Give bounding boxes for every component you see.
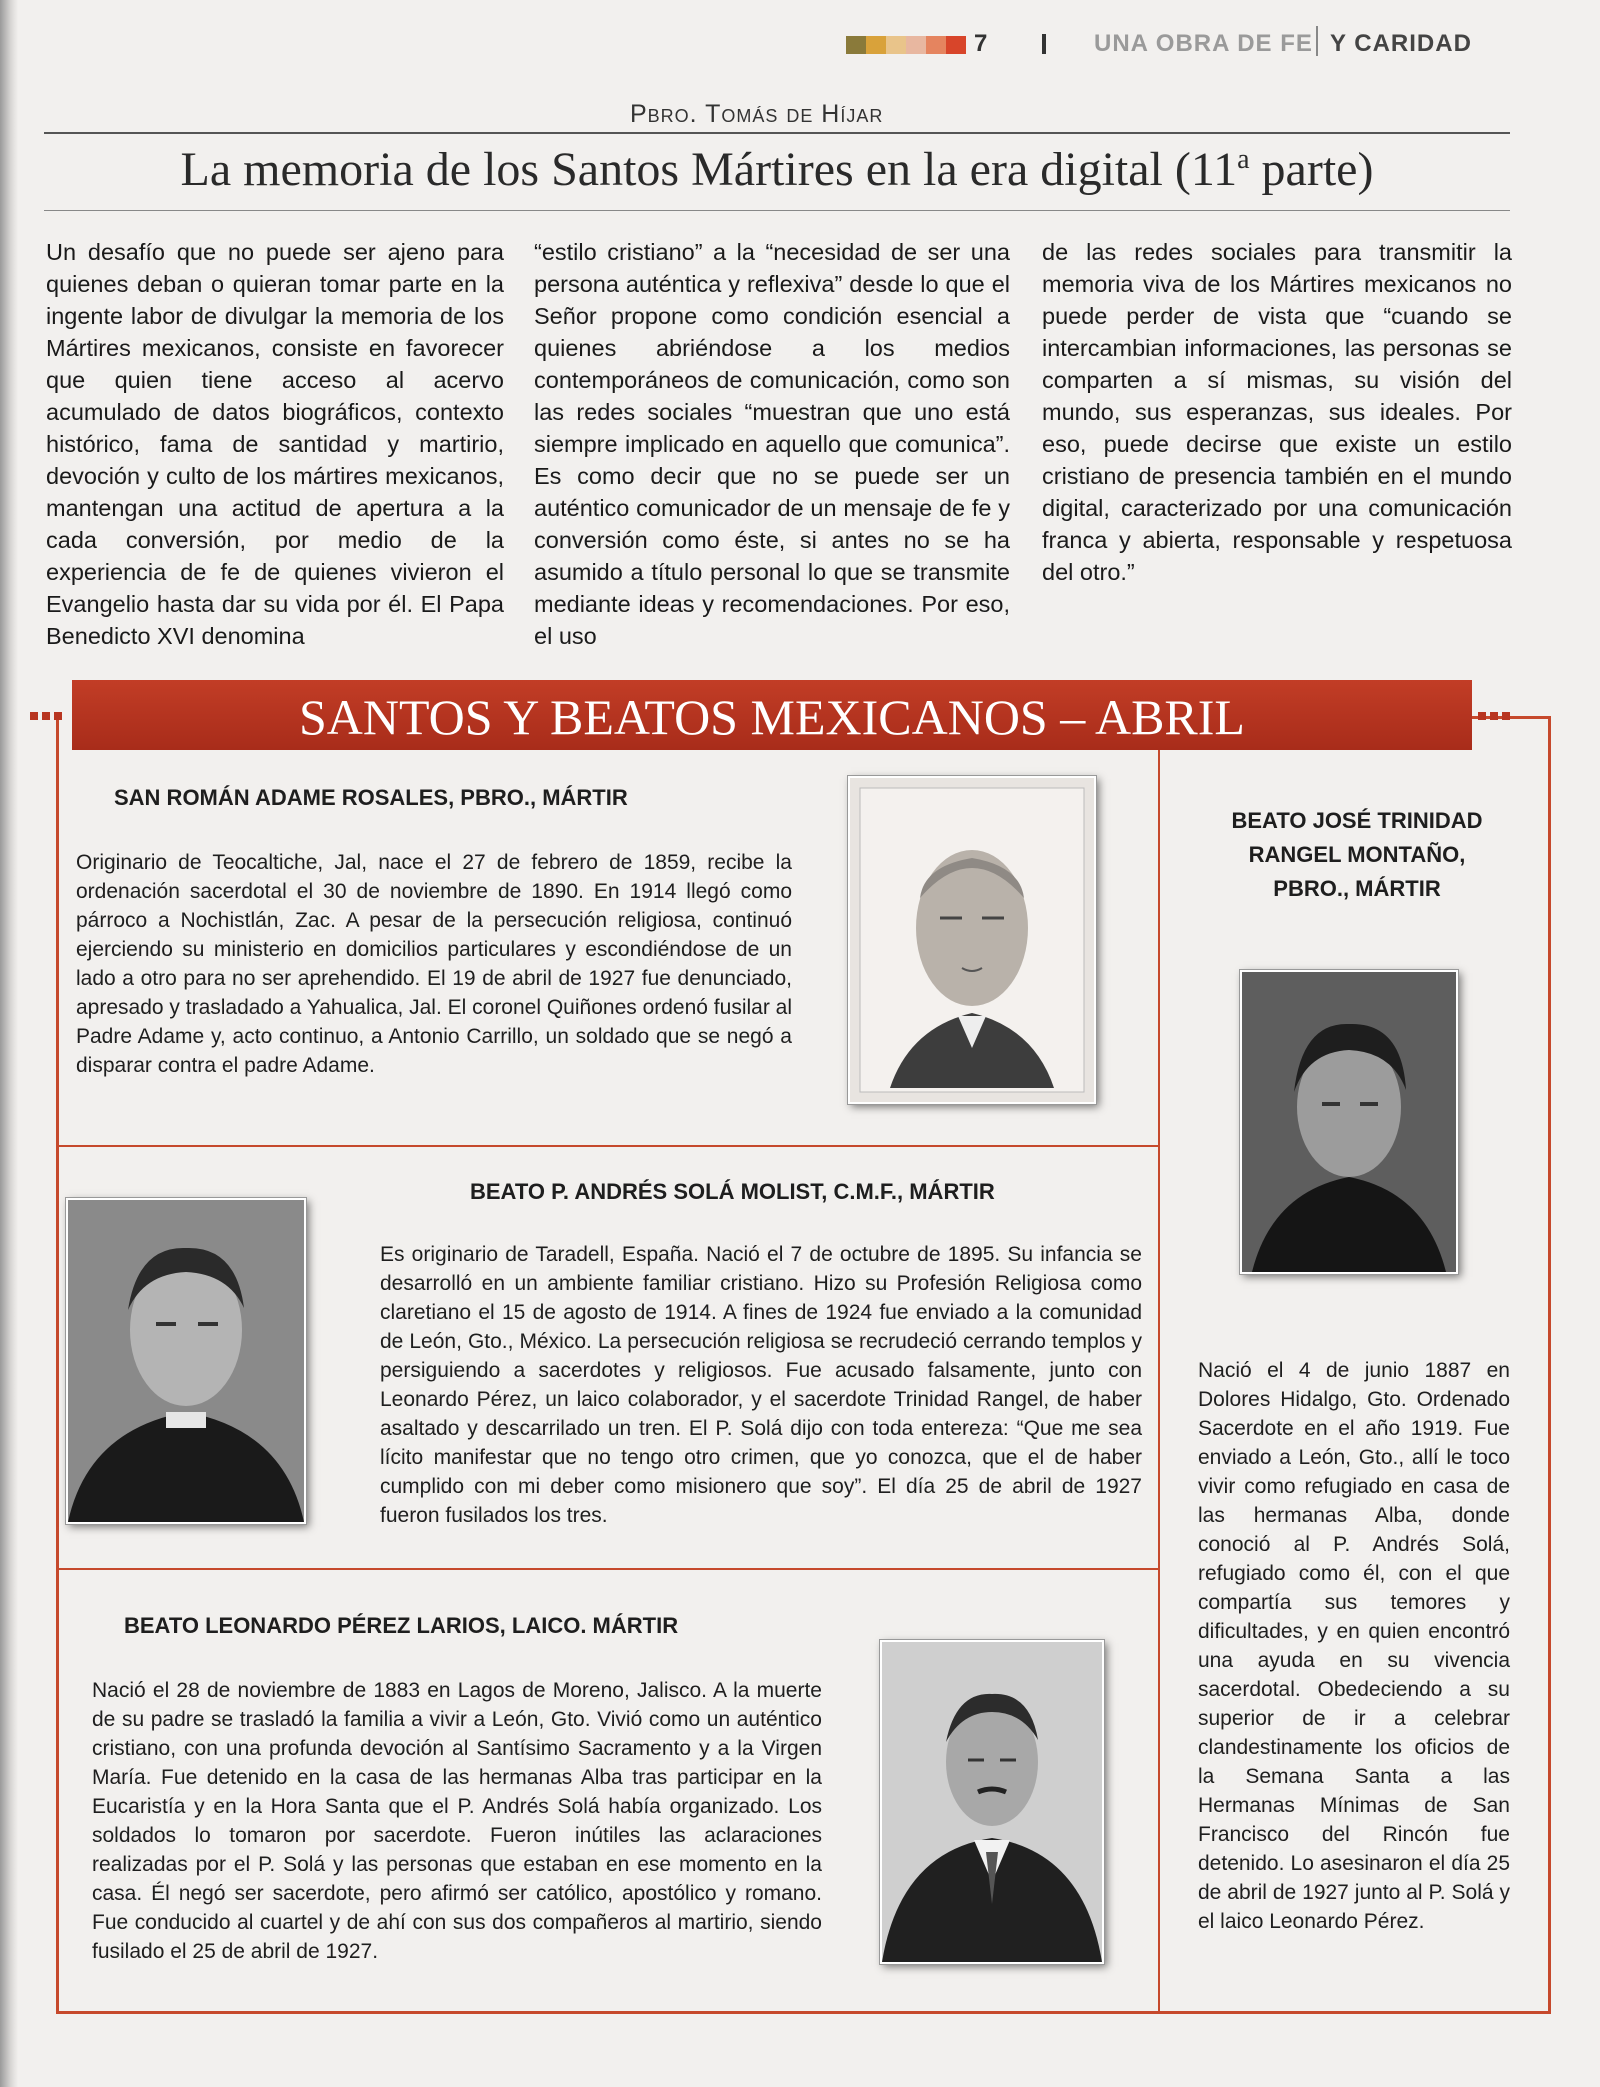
profile-bio-adame	[76, 848, 792, 1080]
frame-line-right	[1548, 716, 1551, 2014]
title-rule-top	[44, 132, 1510, 134]
swatch	[946, 36, 966, 54]
profile-bio-sola	[380, 1240, 1142, 1530]
portrait-photo	[882, 1642, 1102, 1962]
portrait-photo	[1242, 972, 1456, 1272]
article-column-3	[1042, 236, 1512, 588]
portrait-adame	[848, 776, 1096, 1104]
header-divider	[1316, 26, 1318, 56]
page-number: 7	[974, 30, 988, 57]
swatch	[866, 36, 886, 54]
frame-line-bottom	[56, 2011, 1550, 2014]
header-separator	[1042, 34, 1046, 54]
portrait-rangel	[1240, 970, 1458, 1274]
banner-decoration-right	[1478, 712, 1514, 720]
deco-dot	[30, 712, 38, 720]
article-title-sup: a	[1237, 144, 1250, 175]
profile-name-rangel	[1164, 804, 1550, 906]
name-line: BEATO JOSÉ TRINIDAD	[1231, 808, 1483, 833]
portrait-sketch	[850, 778, 1094, 1102]
bio-text: Es originario de Taradell, España. Nació el 7 de octubre de 1895. Su infancia se desarrolló en un ambiente familiar cristiano. Hizo su Profesión Religiosa como claretiano el 15 de agosto de 1914. A fines de 1924 fue enviado a la comunidad de León, Gto., México. La persecución religiosa se recrudeció cerrando templos y persiguiendo a sacerdotes y religiosos. Fue acusado falsamente, junto con Leonardo Pérez, un laico colaborador, y el sacerdote Trinidad Rangel, de haber asaltado y descarrilado un tren. El P. Solá dijo con toda entereza: “Que me sea lícito manifestar que no tengo otro crimen, que yo conozca, que el de haber cumplido con mi deber como misionero que soy”. El día 25 de abril de 1927 fueron fusilados los tres.	[380, 1243, 1142, 1527]
banner-decoration-left	[30, 712, 66, 720]
deco-dot	[1478, 712, 1486, 720]
byline	[630, 100, 883, 129]
name-line: RANGEL MONTAÑO,	[1248, 842, 1466, 867]
portrait-photo	[68, 1200, 304, 1522]
article-paragraph: Un desafío que no puede ser ajeno para quienes deban o quieran tomar parte en la ingente labor de divulgar la memoria de los Mártires mexicanos, consiste en favorecer que quien tiene acceso al acervo acumulado de datos biográficos, contexto histórico, fama de santidad y martirio, devoción y culto de los mártires mexicanos, mantengan una actitud de apertura a la cada conversión, por medio de la experiencia de fe de quienes vivieron el Evangelio hasta dar su vida por él. El Papa Benedicto XVI denomina	[46, 239, 504, 649]
article-paragraph: “estilo cristiano” a la “necesidad de ser una persona auténtica y reflexiva” desde lo que el Señor propone como condición esencial a quienes abriéndose a los medios contemporáneos de comunicación, como son las redes sociales “muestran que uno está siempre implicado en aquello que comunica”. Es como decir que no se puede ser un auténtico comunicador de un mensaje de fe y conversión como éste, si antes no se ha asumido a título personal lo que se transmite mediante ideas y recomendaciones. Por eso, el uso	[534, 239, 1010, 649]
deco-dot	[1502, 712, 1510, 720]
swatch	[906, 36, 926, 54]
article-paragraph: de las redes sociales para transmitir la memoria viva de los Mártires mexicanos no puede perder de vista que “cuando se intercambian informaciones, las personas se comparten a sí mismas, su visión del mundo, sus esperanzas, sus ideales. Por eso, puede decirse que existe un estilo cristiano de presencia también en el mundo digital, caracterizado por una comunicación franca y abierta, responsable y respetuosa del otro.”	[1042, 239, 1512, 585]
portrait-sola	[66, 1198, 306, 1524]
frame-line-column-divider	[1158, 716, 1160, 2014]
article-title-main: La memoria de los Santos Mártires en la era digital (11	[180, 143, 1238, 196]
profile-bio-perez	[92, 1676, 822, 1966]
profile-name-perez: BEATO LEONARDO PÉREZ LARIOS, LAICO. MÁRTIR	[124, 1613, 679, 1638]
deco-dot	[1490, 712, 1498, 720]
profile-name-sola: BEATO P. ANDRÉS SOLÁ MOLIST, C.M.F., MÁRTIR	[470, 1179, 995, 1204]
bio-text: Nació el 28 de noviembre de 1883 en Lagos de Moreno, Jalisco. A la muerte de su padre se trasladó la familia a vivir a León, Gto. Vivió como un auténtico cristiano, con una profunda devoción al Santísimo Sacramento y a la Virgen María. Fue detenido en la casa de las hermanas Alba tras participar en la Eucaristía y en la Hora Santa que el P. Andrés Solá había organizado. Los soldados lo tomaron por sacerdote. Fueron inútiles las aclaraciones realizadas por el P. Solá y las personas que estaban en ese momento en la casa. Él negó ser sacerdote, pero afirmó ser católico, apostólico y romano. Fue conducido al cuartel y de ahí con sus dos compañeros al martirio, siendo fusilado el 25 de abril de 1927.	[92, 1679, 822, 1963]
frame-line-left	[56, 716, 59, 2014]
page-edge-shadow	[0, 0, 18, 2087]
portrait-perez	[880, 1640, 1104, 1964]
frame-line-divider-2	[56, 1568, 1160, 1570]
byline-text: Pbro. Tomás de Híjar	[630, 100, 884, 128]
bio-text: Nació el 4 de junio 1887 en Dolores Hidalgo, Gto. Ordenado Sacerdote en el año 1919. Fue enviado a León, Gto., allí le toco vivir como refugiado en casa de las hermanas Alba, donde conoció al P. Andrés Solá, refugiado como él, con el que compartía sus temores y dificultades, y en quien encontró una ayuda en su vivencia sacerdotal. Obedeciendo a su superior de ir a celebrar clandestinamente los oficios de la Semana Santa a las Hermanas Mínimas de San Francisco del Rincón fue detenido. Lo asesinaron el día 25 de abril de 1927 junto al P. Solá y el laico Leonardo Pérez.	[1198, 1359, 1510, 1933]
article-column-1	[46, 236, 504, 652]
bio-text: Originario de Teocaltiche, Jal, nace el 27 de febrero de 1859, recibe la ordenación sacerdotal el 30 de noviembre de 1890. En 1914 llegó como párroco a Nochistlán, Zac. A pesar de la persecución religiosa, continuó ejerciendo su ministerio en domicilios particulares y escondiéndose de un lado a otro para no ser aprehendido. El 19 de abril de 1927 fue denunciado, apresado y trasladado a Yahualica, Jal. El coronel Quiñones ordenó fusilar al Padre Adame y, acto continuo, a Antonio Carrillo, un soldado que se negó a disparar contra el padre Adame.	[76, 851, 792, 1077]
article-title-end: parte)	[1249, 143, 1374, 196]
swatch	[886, 36, 906, 54]
deco-dot	[42, 712, 50, 720]
deco-dot	[54, 712, 62, 720]
profile-bio-rangel	[1198, 1356, 1510, 1936]
swatch	[846, 36, 866, 54]
banner-title: SANTOS Y BEATOS MEXICANOS – ABRIL	[299, 689, 1245, 745]
article-title	[44, 142, 1510, 197]
running-header	[846, 26, 1566, 62]
section-subtitle: Y CARIDAD	[1330, 30, 1472, 57]
section-title: UNA OBRA DE FE	[1094, 30, 1313, 57]
color-swatches	[846, 36, 966, 54]
profile-name-adame: SAN ROMÁN ADAME ROSALES, PBRO., MÁRTIR	[114, 785, 628, 810]
title-rule-bottom	[44, 210, 1510, 211]
name-line: PBRO., MÁRTIR	[1273, 876, 1441, 901]
article-column-2	[534, 236, 1010, 652]
frame-line-divider-1	[56, 1145, 1160, 1147]
swatch	[926, 36, 946, 54]
